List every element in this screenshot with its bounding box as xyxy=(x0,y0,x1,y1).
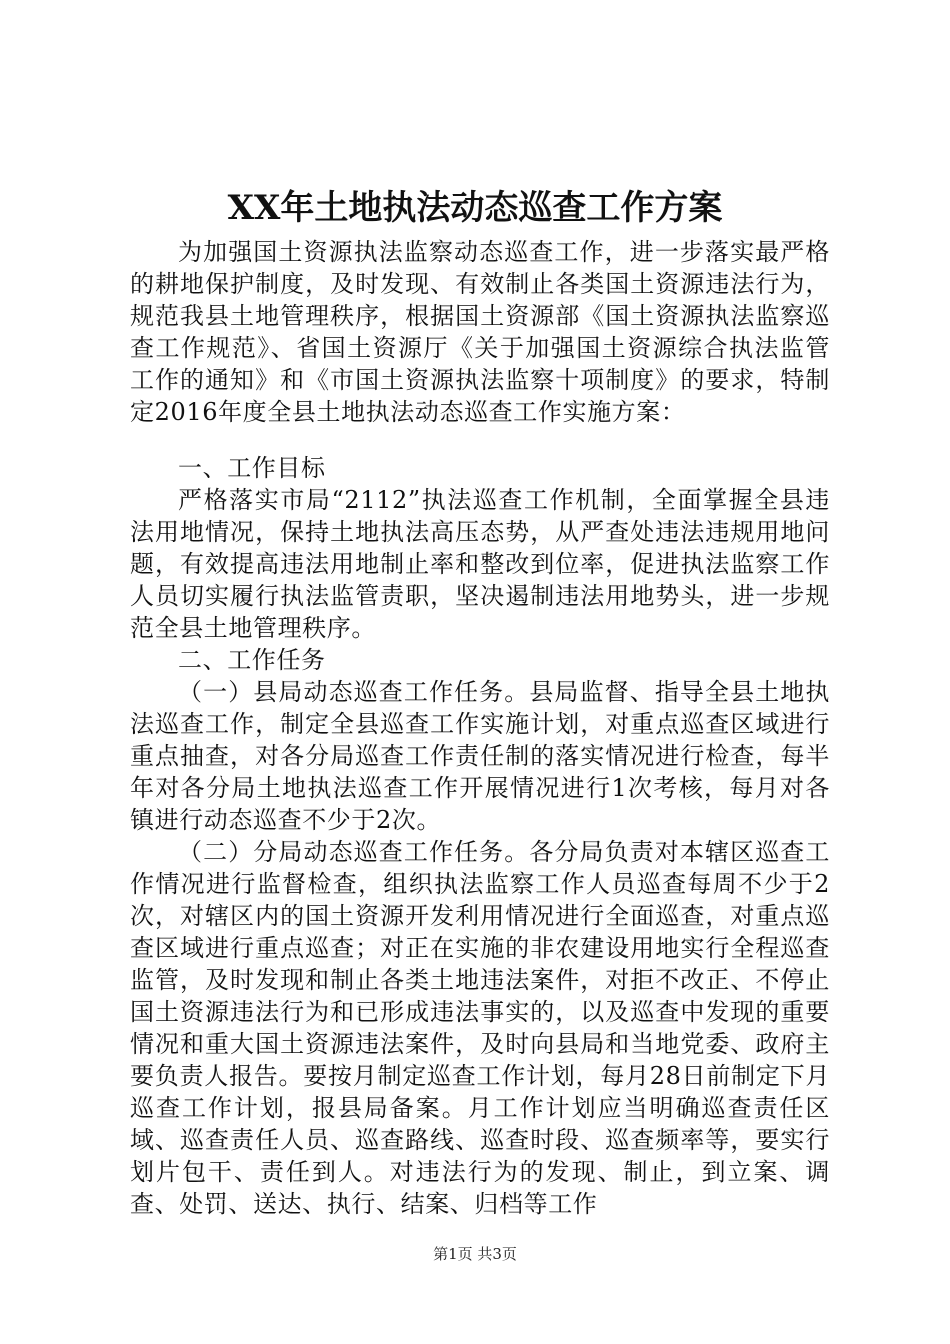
section-heading-goals: 一、工作目标 xyxy=(178,454,326,482)
tasks-item-branch: （二）分局动态巡查工作任务。各分局负责对本辖区巡查工作情况进行监督检查，组织执法监察工作人员巡查每周不少于2次，对辖区内的国土资源开发利用情况进行全面巡查，对重点巡查区域进行重点巡查；对正在实施的非农建设用地实行全程巡查监管，及时发现和制止各类土地违法案件，对拒不改正、不停止国土资源违法行为和已形成违法事实的，以及巡查中发现的重要情况和重大国土资源违法案件，及时向县局和当地党委、政府主要负责人报告。要按月制定巡查工作计划，每月28日前制定下月巡查工作计划，报县局备案。月工作计划应当明确巡查责任区域、巡查责任人员、巡查路线、巡查时段、巡查频率等，要实行划片包干、责任到人。对违法行为的发现、制止，到立案、调查、处罚、送达、执行、结案、归档等工作 xyxy=(130,838,830,1218)
document-body xyxy=(130,236,830,1220)
goals-paragraph: 严格落实市局“2112”执法巡查工作机制，全面掌握全县违法用地情况，保持土地执法高压态势，从严查处违法违规用地问题，有效提高违法用地制止率和整改到位率，促进执法监察工作人员切实履行执法监管责职，坚决遏制违法用地势头，进一步规范全县土地管理秩序。 xyxy=(130,486,830,642)
document-title: XX年土地执法动态巡查工作方案 xyxy=(227,188,723,228)
paragraph-spacer xyxy=(130,428,830,452)
tasks-item-county: （一）县局动态巡查工作任务。县局监督、指导全县土地执法巡查工作，制定全县巡查工作实施计划，对重点巡查区域进行重点抽查，对各分局巡查工作责任制的落实情况进行检查，每半年对各分局土地执法巡查工作开展情况进行1次考核，每月对各镇进行动态巡查不少于2次。 xyxy=(130,678,830,834)
intro-paragraph: 为加强国土资源执法监察动态巡查工作，进一步落实最严格的耕地保护制度，及时发现、有效制止各类国土资源违法行为，规范我县土地管理秩序，根据国土资源部《国土资源执法监察巡查工作规范》、省国土资源厅《关于加强国土资源综合执法监管工作的通知》和《市国土资源执法监察十项制度》的要求，特制定2016年度全县土地执法动态巡查工作实施方案： xyxy=(130,238,830,426)
page-number-footer: 第1页 共3页 xyxy=(433,1245,517,1263)
section-heading-tasks: 二、工作任务 xyxy=(178,646,326,674)
